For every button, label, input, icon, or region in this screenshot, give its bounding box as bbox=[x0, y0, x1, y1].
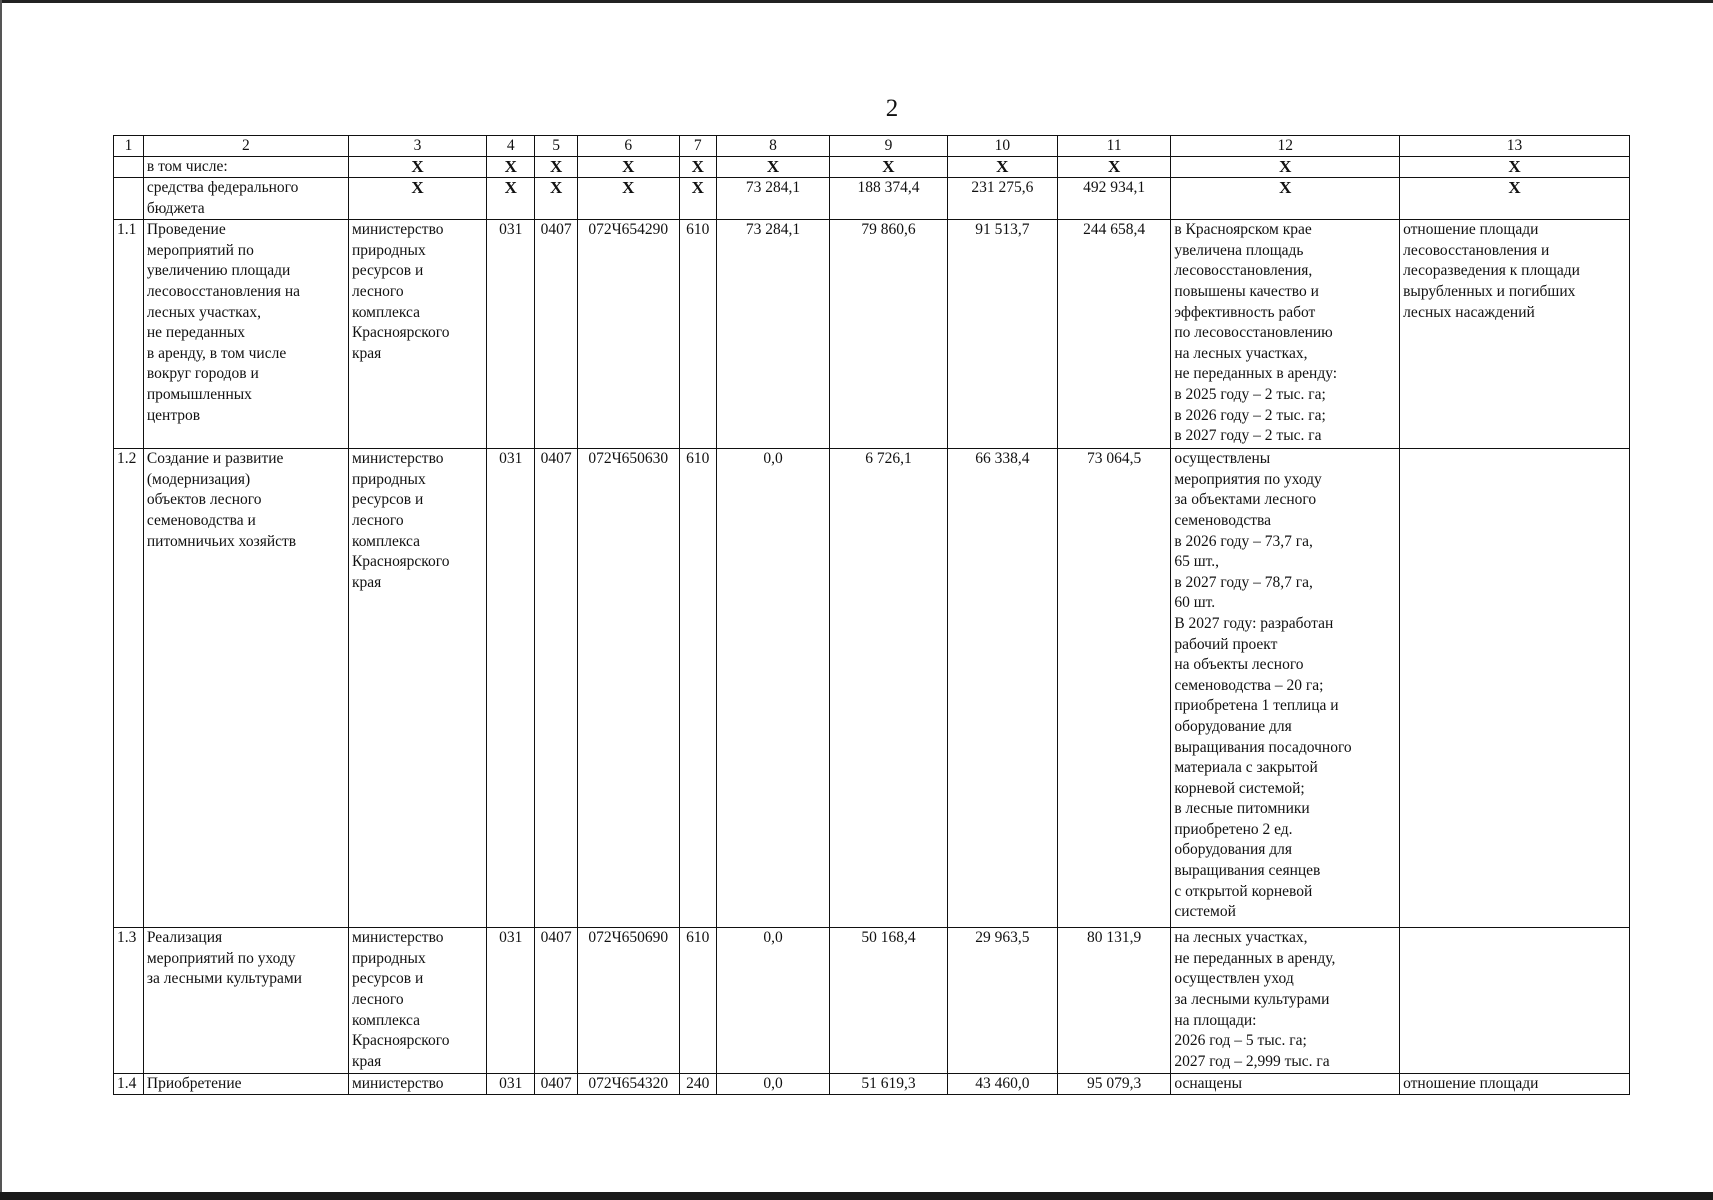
indicator-cell bbox=[1400, 928, 1630, 1074]
x-mark: Х bbox=[348, 157, 486, 178]
amount-cell: 95 079,3 bbox=[1057, 1074, 1170, 1095]
amount-cell: 91 513,7 bbox=[947, 220, 1057, 449]
code-cell: 0407 bbox=[535, 928, 577, 1074]
row-number: 1.1 bbox=[114, 220, 144, 449]
table-row bbox=[114, 178, 1630, 220]
header-cell: 3 bbox=[348, 136, 486, 157]
code-cell: 031 bbox=[487, 220, 535, 449]
code-cell: 072Ч654320 bbox=[577, 1074, 679, 1095]
amount-cell: 73 284,1 bbox=[716, 220, 829, 449]
amount-cell: 79 860,6 bbox=[830, 220, 947, 449]
amount-cell: 80 131,9 bbox=[1057, 928, 1170, 1074]
scan-edge-bottom bbox=[0, 1192, 1713, 1200]
row-name: в том числе: bbox=[143, 157, 348, 178]
code-cell: 610 bbox=[679, 928, 716, 1074]
responsible-cell: министерство bbox=[348, 1074, 486, 1095]
x-mark: Х bbox=[1171, 157, 1400, 178]
x-mark: Х bbox=[830, 157, 947, 178]
result-cell: оснащены bbox=[1171, 1074, 1400, 1095]
x-mark: Х bbox=[487, 157, 535, 178]
code-cell: 031 bbox=[487, 1074, 535, 1095]
amount-cell: 66 338,4 bbox=[947, 449, 1057, 928]
result-cell: на лесных участках, не переданных в аренду, осуществлен уход за лесными культурами на площади: 2026 год – 5 тыс. га; 2027 год – 2,999 тыс. га bbox=[1171, 928, 1400, 1074]
amount-cell: 73 284,1 bbox=[716, 178, 829, 220]
header-cell: 10 bbox=[947, 136, 1057, 157]
header-cell: 8 bbox=[716, 136, 829, 157]
x-mark: Х bbox=[1171, 178, 1400, 220]
x-mark: Х bbox=[535, 157, 577, 178]
amount-cell: 0,0 bbox=[716, 449, 829, 928]
code-cell: 072Ч650630 bbox=[577, 449, 679, 928]
row-number bbox=[114, 157, 144, 178]
page-number: 2 bbox=[885, 95, 899, 122]
column-number-row bbox=[114, 136, 1630, 157]
code-cell: 0407 bbox=[535, 1074, 577, 1095]
row-number: 1.3 bbox=[114, 928, 144, 1074]
responsible-cell: министерство природных ресурсов и лесного комплекса Красноярского края bbox=[348, 220, 486, 449]
row-number: 1.4 bbox=[114, 1074, 144, 1095]
responsible-cell: министерство природных ресурсов и лесного комплекса Красноярского края bbox=[348, 449, 486, 928]
amount-cell: 6 726,1 bbox=[830, 449, 947, 928]
x-mark: Х bbox=[679, 178, 716, 220]
x-mark: Х bbox=[1400, 157, 1630, 178]
x-mark: Х bbox=[679, 157, 716, 178]
code-cell: 072Ч654290 bbox=[577, 220, 679, 449]
row-name: Приобретение bbox=[143, 1074, 348, 1095]
row-number bbox=[114, 178, 144, 220]
row-name: Проведение мероприятий по увеличению площади лесовосстановления на лесных участках, не переданных в аренду, в том числе вокруг городов и промышленных центров bbox=[143, 220, 348, 449]
result-cell: в Красноярском крае увеличена площадь лесовосстановления, повышены качество и эффективность работ по лесовосстановлению на лесных участках, не переданных в аренду: в 2025 году – 2 тыс. га; в 2026 году – 2 тыс. га; в 2027 году – 2 тыс. га bbox=[1171, 220, 1400, 449]
header-cell: 4 bbox=[487, 136, 535, 157]
header-cell: 12 bbox=[1171, 136, 1400, 157]
header-cell: 9 bbox=[830, 136, 947, 157]
header-cell: 1 bbox=[114, 136, 144, 157]
code-cell: 0407 bbox=[535, 449, 577, 928]
table-row bbox=[114, 157, 1630, 178]
indicator-cell: отношение площади bbox=[1400, 1074, 1630, 1095]
table-row bbox=[114, 928, 1630, 1074]
code-cell: 072Ч650690 bbox=[577, 928, 679, 1074]
amount-cell: 492 934,1 bbox=[1057, 178, 1170, 220]
code-cell: 0407 bbox=[535, 220, 577, 449]
amount-cell: 0,0 bbox=[716, 1074, 829, 1095]
x-mark: Х bbox=[1057, 157, 1170, 178]
row-name: Создание и развитие (модернизация) объектов лесного семеноводства и питомничьих хозяйств bbox=[143, 449, 348, 928]
result-cell: осуществлены мероприятия по уходу за объектами лесного семеноводства в 2026 году – 73,7 га, 65 шт., в 2027 году – 78,7 га, 60 шт. В 2027 году: разработан рабочий проект на объекты лесного семеноводства – 20 га; приобретена 1 теплица и оборудование для выращивания посадочного материала с закрытой корневой системой; в лесные питомники приобретено 2 ед. оборудования для выращивания сеянцев с открытой корневой системой bbox=[1171, 449, 1400, 928]
indicator-cell: отношение площади лесовосстановления и лесоразведения к площади вырубленных и погибших лесных насаждений bbox=[1400, 220, 1630, 449]
code-cell: 610 bbox=[679, 220, 716, 449]
x-mark: Х bbox=[577, 178, 679, 220]
amount-cell: 231 275,6 bbox=[947, 178, 1057, 220]
header-cell: 13 bbox=[1400, 136, 1630, 157]
amount-cell: 43 460,0 bbox=[947, 1074, 1057, 1095]
x-mark: Х bbox=[947, 157, 1057, 178]
header-cell: 7 bbox=[679, 136, 716, 157]
row-name: средства федерального бюджета bbox=[143, 178, 348, 220]
header-cell: 6 bbox=[577, 136, 679, 157]
x-mark: Х bbox=[577, 157, 679, 178]
responsible-cell: министерство природных ресурсов и лесного комплекса Красноярского края bbox=[348, 928, 486, 1074]
amount-cell: 50 168,4 bbox=[830, 928, 947, 1074]
amount-cell: 51 619,3 bbox=[830, 1074, 947, 1095]
table-row bbox=[114, 220, 1630, 449]
row-name: Реализация мероприятий по уходу за лесными культурами bbox=[143, 928, 348, 1074]
amount-cell: 29 963,5 bbox=[947, 928, 1057, 1074]
x-mark: Х bbox=[716, 157, 829, 178]
code-cell: 610 bbox=[679, 449, 716, 928]
budget-table bbox=[113, 135, 1630, 1095]
x-mark: Х bbox=[348, 178, 486, 220]
row-number: 1.2 bbox=[114, 449, 144, 928]
x-mark: Х bbox=[487, 178, 535, 220]
header-cell: 2 bbox=[143, 136, 348, 157]
scan-edge-top bbox=[0, 0, 1713, 3]
code-cell: 031 bbox=[487, 928, 535, 1074]
scan-edge-left bbox=[0, 0, 2, 1200]
amount-cell: 188 374,4 bbox=[830, 178, 947, 220]
table-row bbox=[114, 449, 1630, 928]
amount-cell: 73 064,5 bbox=[1057, 449, 1170, 928]
x-mark: Х bbox=[1400, 178, 1630, 220]
code-cell: 240 bbox=[679, 1074, 716, 1095]
amount-cell: 244 658,4 bbox=[1057, 220, 1170, 449]
indicator-cell bbox=[1400, 449, 1630, 928]
amount-cell: 0,0 bbox=[716, 928, 829, 1074]
code-cell: 031 bbox=[487, 449, 535, 928]
x-mark: Х bbox=[535, 178, 577, 220]
header-cell: 5 bbox=[535, 136, 577, 157]
table-row bbox=[114, 1074, 1630, 1095]
header-cell: 11 bbox=[1057, 136, 1170, 157]
